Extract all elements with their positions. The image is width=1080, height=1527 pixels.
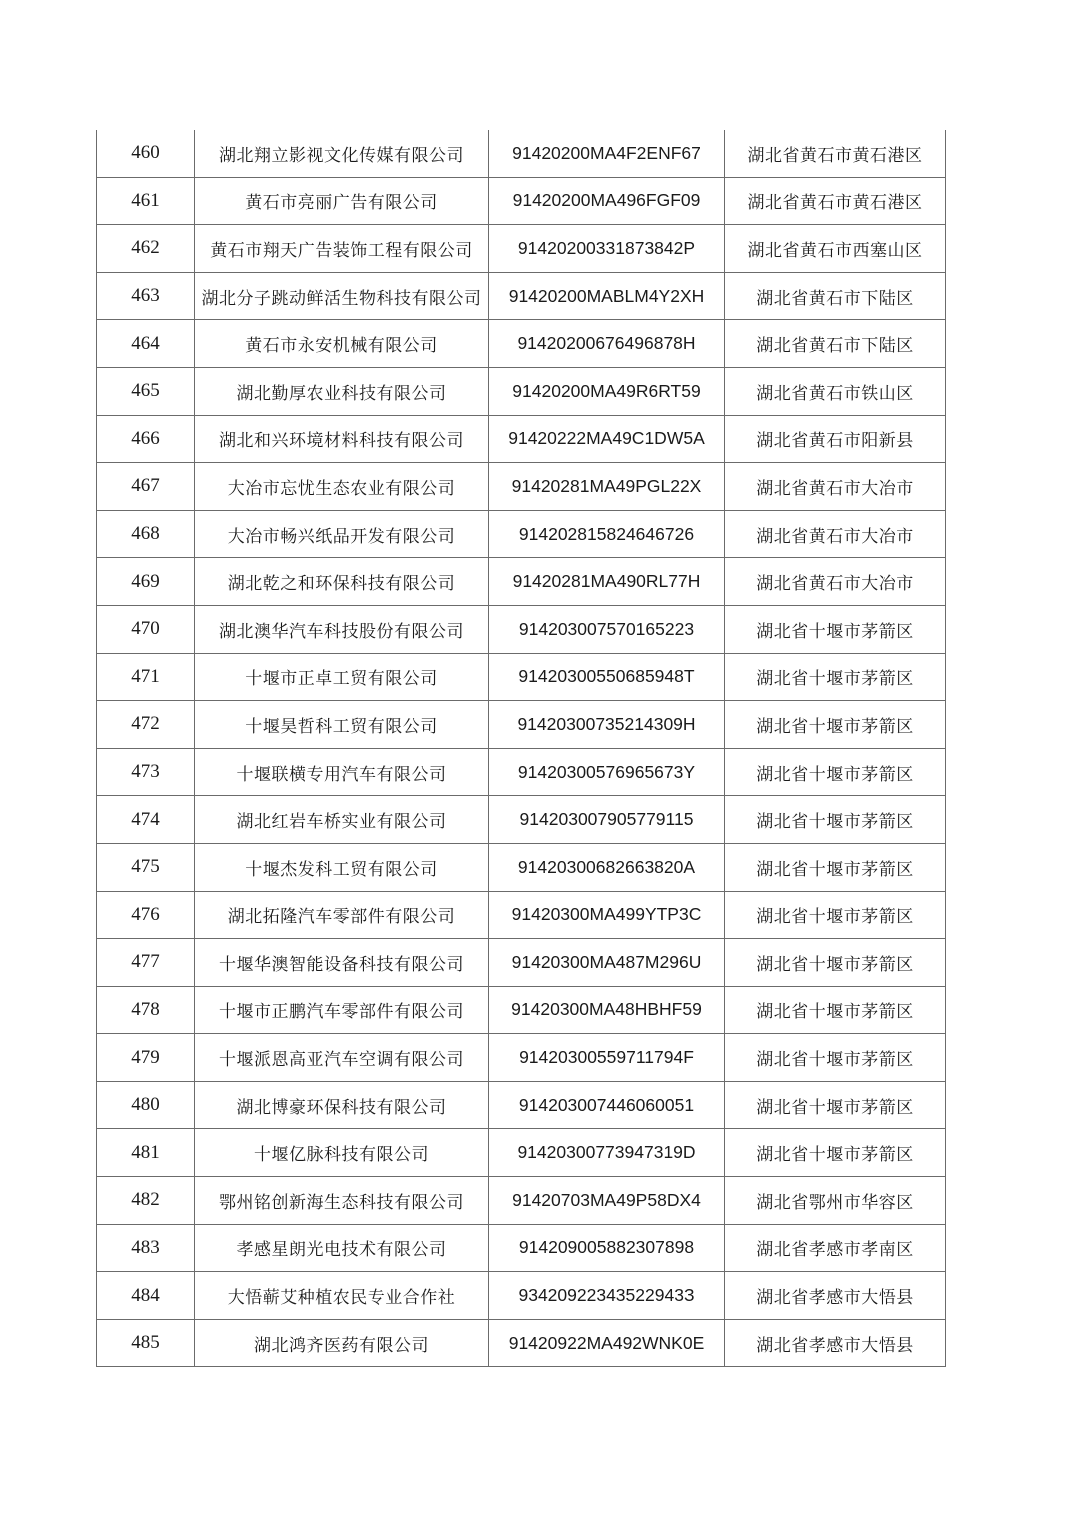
table-row [97, 1177, 946, 1225]
row-number-cell: 480 [97, 1081, 195, 1129]
table-row [97, 1129, 946, 1177]
row-number-cell: 464 [97, 320, 195, 368]
company-name-cell: 湖北乾之和环保科技有限公司 [195, 558, 489, 606]
row-number-cell: 462 [97, 225, 195, 273]
table-row [97, 1081, 946, 1129]
row-number-cell: 484 [97, 1272, 195, 1320]
company-name-cell: 大悟蕲艾种植农民专业合作社 [195, 1272, 489, 1320]
region-cell: 湖北省黄石市大冶市 [725, 510, 946, 558]
table-row [97, 225, 946, 273]
company-name-cell: 十堰昊哲科工贸有限公司 [195, 701, 489, 749]
company-name-cell: 大冶市忘忧生态农业有限公司 [195, 463, 489, 511]
table-row [97, 939, 946, 987]
row-number-cell: 477 [97, 939, 195, 987]
company-name-cell: 湖北和兴环境材料科技有限公司 [195, 415, 489, 463]
table-row [97, 653, 946, 701]
row-number-cell: 481 [97, 1129, 195, 1177]
row-number-cell: 473 [97, 748, 195, 796]
table-row [97, 177, 946, 225]
credit-code-cell: 91420300MA499YTP3C [489, 891, 725, 939]
table-row [97, 796, 946, 844]
company-name-cell: 十堰华澳智能设备科技有限公司 [195, 939, 489, 987]
company-name-cell: 湖北分子跳动鲜活生物科技有限公司 [195, 272, 489, 320]
credit-code-cell: 91420222MA49C1DW5A [489, 415, 725, 463]
table-row [97, 463, 946, 511]
credit-code-cell: 91420300MA487M296U [489, 939, 725, 987]
row-number-cell: 471 [97, 653, 195, 701]
company-name-cell: 湖北勤厚农业科技有限公司 [195, 367, 489, 415]
company-name-cell: 大冶市畅兴纸品开发有限公司 [195, 510, 489, 558]
table-row [97, 891, 946, 939]
region-cell: 湖北省黄石市大冶市 [725, 558, 946, 606]
credit-code-cell: 91420281MA490RL77H [489, 558, 725, 606]
row-number-cell: 483 [97, 1224, 195, 1272]
region-cell: 湖北省十堰市茅箭区 [725, 986, 946, 1034]
row-number-cell: 461 [97, 177, 195, 225]
table-row [97, 320, 946, 368]
region-cell: 湖北省十堰市茅箭区 [725, 653, 946, 701]
credit-code-cell: 914209005882307898 [489, 1224, 725, 1272]
credit-code-cell: 91420200MA49R6RT59 [489, 367, 725, 415]
company-name-cell: 鄂州铭创新海生态科技有限公司 [195, 1177, 489, 1225]
region-cell: 湖北省黄石市黄石港区 [725, 177, 946, 225]
credit-code-cell: 91420300735214309H [489, 701, 725, 749]
region-cell: 湖北省黄石市阳新县 [725, 415, 946, 463]
credit-code-cell: 91420300MA48HBHF59 [489, 986, 725, 1034]
credit-code-cell: 93420922343522943З [489, 1272, 725, 1320]
table-row [97, 843, 946, 891]
row-number-cell: 460 [97, 130, 195, 177]
company-name-cell: 黄石市永安机械有限公司 [195, 320, 489, 368]
region-cell: 湖北省十堰市茅箭区 [725, 1081, 946, 1129]
credit-code-cell: 91420300576965673Y [489, 748, 725, 796]
region-cell: 湖北省鄂州市华容区 [725, 1177, 946, 1225]
region-cell: 湖北省黄石市下陆区 [725, 320, 946, 368]
row-number-cell: 482 [97, 1177, 195, 1225]
row-number-cell: 472 [97, 701, 195, 749]
region-cell: 湖北省十堰市茅箭区 [725, 701, 946, 749]
company-name-cell: 十堰杰发科工贸有限公司 [195, 843, 489, 891]
table-row [97, 1319, 946, 1367]
region-cell: 湖北省十堰市茅箭区 [725, 1034, 946, 1082]
region-cell: 湖北省十堰市茅箭区 [725, 796, 946, 844]
row-number-cell: 468 [97, 510, 195, 558]
company-name-cell: 湖北红岩车桥实业有限公司 [195, 796, 489, 844]
region-cell: 湖北省黄石市黄石港区 [725, 130, 946, 177]
credit-code-cell: 91420200331873842P [489, 225, 725, 273]
row-number-cell: 474 [97, 796, 195, 844]
credit-code-cell: 91420300773947319D [489, 1129, 725, 1177]
company-name-cell: 十堰市正鹏汽车零部件有限公司 [195, 986, 489, 1034]
table-row [97, 558, 946, 606]
row-number-cell: 467 [97, 463, 195, 511]
company-name-cell: 十堰派恩高亚汽车空调有限公司 [195, 1034, 489, 1082]
row-number-cell: 469 [97, 558, 195, 606]
credit-code-cell: 914203007446060051 [489, 1081, 725, 1129]
row-number-cell: 476 [97, 891, 195, 939]
region-cell: 湖北省孝感市大悟县 [725, 1319, 946, 1367]
region-cell: 湖北省十堰市茅箭区 [725, 748, 946, 796]
company-name-cell: 孝感星朗光电技术有限公司 [195, 1224, 489, 1272]
company-name-cell: 湖北翔立影视文化传媒有限公司 [195, 130, 489, 177]
table-row [97, 510, 946, 558]
row-number-cell: 466 [97, 415, 195, 463]
credit-code-cell: 91420200MABLM4Y2XH [489, 272, 725, 320]
table-body [97, 130, 946, 1367]
region-cell: 湖北省黄石市西塞山区 [725, 225, 946, 273]
region-cell: 湖北省十堰市茅箭区 [725, 891, 946, 939]
credit-code-cell: 91420300550685948T [489, 653, 725, 701]
row-number-cell: 478 [97, 986, 195, 1034]
row-number-cell: 479 [97, 1034, 195, 1082]
table-row [97, 130, 946, 177]
table-row [97, 605, 946, 653]
company-name-cell: 湖北博豪环保科技有限公司 [195, 1081, 489, 1129]
table-row [97, 1224, 946, 1272]
credit-code-cell: 914203007905779115 [489, 796, 725, 844]
region-cell: 湖北省孝感市大悟县 [725, 1272, 946, 1320]
table-row [97, 986, 946, 1034]
region-cell: 湖北省十堰市茅箭区 [725, 939, 946, 987]
credit-code-cell: 91420300682663820A [489, 843, 725, 891]
table-row [97, 415, 946, 463]
company-name-cell: 十堰亿脉科技有限公司 [195, 1129, 489, 1177]
credit-code-cell: 91420281MA49PGL22X [489, 463, 725, 511]
credit-code-cell: 91420922MA492WNK0E [489, 1319, 725, 1367]
region-cell: 湖北省黄石市铁山区 [725, 367, 946, 415]
table-row [97, 1034, 946, 1082]
credit-code-cell: 91420200676496878H [489, 320, 725, 368]
credit-code-cell: 91420200MA4F2ENF67 [489, 130, 725, 177]
row-number-cell: 465 [97, 367, 195, 415]
company-name-cell: 黄石市亮丽广告有限公司 [195, 177, 489, 225]
company-name-cell: 黄石市翔天广告装饰工程有限公司 [195, 225, 489, 273]
credit-code-cell: 914202815824646726 [489, 510, 725, 558]
row-number-cell: 475 [97, 843, 195, 891]
table-row [97, 272, 946, 320]
company-name-cell: 十堰联横专用汽车有限公司 [195, 748, 489, 796]
company-registry-table [96, 130, 946, 1367]
company-name-cell: 湖北拓隆汽车零部件有限公司 [195, 891, 489, 939]
region-cell: 湖北省孝感市孝南区 [725, 1224, 946, 1272]
company-name-cell: 湖北鸿齐医药有限公司 [195, 1319, 489, 1367]
table-row [97, 367, 946, 415]
row-number-cell: 463 [97, 272, 195, 320]
region-cell: 湖北省十堰市茅箭区 [725, 843, 946, 891]
table-row [97, 701, 946, 749]
row-number-cell: 470 [97, 605, 195, 653]
company-name-cell: 湖北澳华汽车科技股份有限公司 [195, 605, 489, 653]
company-name-cell: 十堰市正卓工贸有限公司 [195, 653, 489, 701]
table-row [97, 748, 946, 796]
credit-code-cell: 91420703MA49P58DX4 [489, 1177, 725, 1225]
credit-code-cell: 91420300559711794F [489, 1034, 725, 1082]
table-row [97, 1272, 946, 1320]
region-cell: 湖北省黄石市下陆区 [725, 272, 946, 320]
credit-code-cell: 914203007570165223 [489, 605, 725, 653]
row-number-cell: 485 [97, 1319, 195, 1367]
region-cell: 湖北省十堰市茅箭区 [725, 1129, 946, 1177]
credit-code-cell: 91420200MA496FGF09 [489, 177, 725, 225]
region-cell: 湖北省黄石市大冶市 [725, 463, 946, 511]
region-cell: 湖北省十堰市茅箭区 [725, 605, 946, 653]
